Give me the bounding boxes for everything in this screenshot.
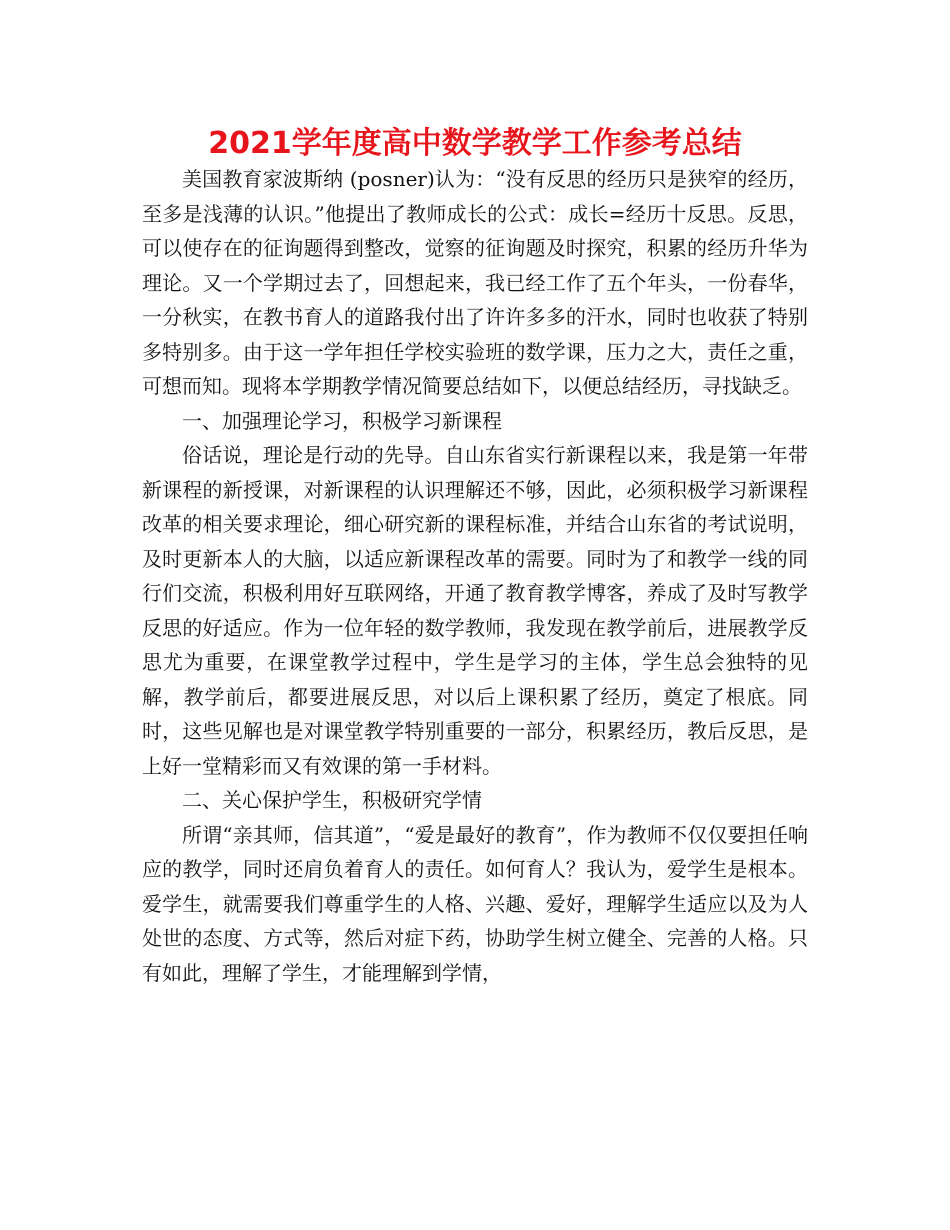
paragraph-section-1: 俗话说，理论是行动的先导。自山东省实行新课程以来，我是第一年带新课程的新授课，对新课程的认识理解还不够，因此，必须积极学习新课程改革的相关要求理论，细心研究新的课程标准，并结合山东省的考试说明，及时更新本人的大脑，以适应新课程改革的需要。同时为了和教学一线的同行们交流，积极利用好互联网络，开通了教育教学博客，养成了及时写教学反思的好适应。作为一位年轻的数学教师，我发现在教学前后，进展教学反思尤为重要，在课堂教学过程中，学生是学习的主体，学生总会独特的见解，教学前后，都要进展反思，对以后上课积累了经历，奠定了根底。同时，这些见解也是对课堂教学特别重要的一部分，积累经历，教后反思，是上好一堂精彩而又有效课的第一手材料。 — [142, 443, 808, 778]
section-heading-1: 一、加强理论学习，积极学习新课程 — [182, 408, 502, 433]
paragraph-intro: 美国教育家波斯纳 (posner)认为：“没有反思的经历只是狭窄的经历，至多是浅薄的认识。”他提出了教师成长的公式：成长=经历十反思。反思，可以使存在的征询题得到整改，觉察的征询题及时探究，积累的经历升华为理论。又一个学期过去了，回想起来，我已经工作了五个年头，一份春华，一分秋实，在教书育人的道路我付出了许许多多的汗水，同时也收获了特别多特别多。由于这一学年担任学校实验班的数学课，压力之大，责任之重，可想而知。现将本学期教学情况简要总结如下，以便总结经历，寻找缺乏。 — [142, 167, 808, 398]
paragraph-section-2: 所谓“亲其师，信其道”，“爱是最好的教育”，作为教师不仅仅要担任响应的教学，同时还肩负着育人的责任。如何育人？我认为，爱学生是根本。爱学生，就需要我们尊重学生的人格、兴趣、爱好，理解学生适应以及为人处世的态度、方式等，然后对症下药，协助学生树立健全、完善的人格。只有如此，理解了学生，才能理解到学情， — [142, 822, 808, 985]
document-title: 2021学年度高中数学教学工作参考总结 — [208, 126, 742, 161]
document-body — [142, 162, 808, 990]
section-heading-2: 二、关心保护学生，积极研究学情 — [182, 788, 482, 812]
